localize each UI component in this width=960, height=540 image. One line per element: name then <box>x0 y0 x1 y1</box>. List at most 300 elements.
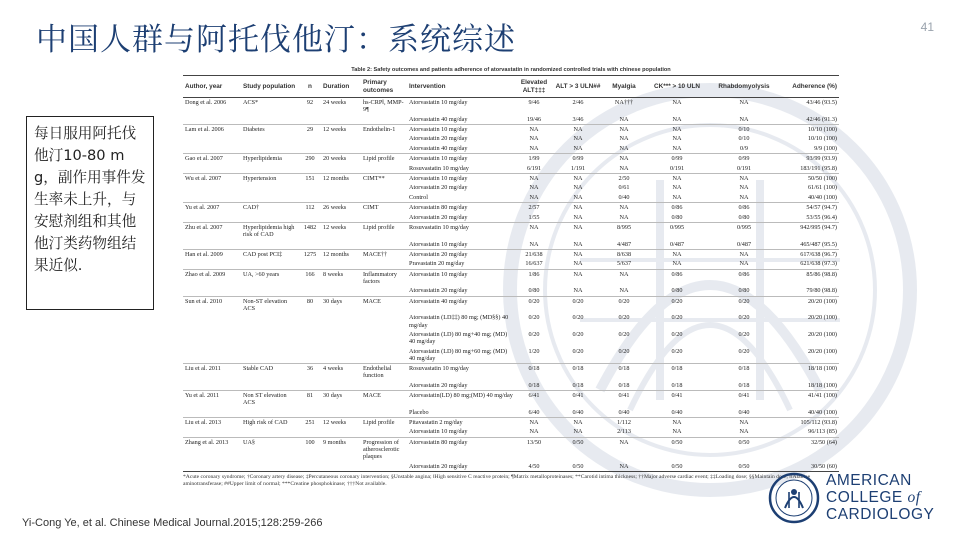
column-header: ALT > 3 ULN## <box>553 76 603 98</box>
cell-alt: NA <box>515 124 553 134</box>
cell-intervention: Rosuvastatin 10 mg/day <box>407 222 515 239</box>
cell-population <box>241 164 299 174</box>
cell-outcomes: Inflammatory factors <box>361 269 407 286</box>
cell-duration <box>321 330 361 347</box>
cell-n <box>299 239 321 249</box>
cell-rhabdo: 0/191 <box>736 164 752 172</box>
cell-duration <box>321 134 361 143</box>
cell-outcomes <box>361 346 407 363</box>
cell-outcomes: MACE†† <box>361 249 407 259</box>
table-row <box>183 408 839 418</box>
cell-alt3: 0/99 <box>553 154 603 164</box>
table-body <box>183 98 839 472</box>
cell-alt: 2/57 <box>515 203 553 213</box>
cell-ck: 0/20 <box>645 296 709 313</box>
cell-ck: NA <box>672 144 682 152</box>
cell-alt3: NA <box>573 428 583 436</box>
cell-duration <box>321 183 361 192</box>
cell-alt: 6/40 <box>528 408 540 416</box>
cell-duration: 8 weeks <box>321 269 361 286</box>
cell-myalgia: 0/20 <box>618 314 630 322</box>
cell-duration <box>321 259 361 269</box>
cell-alt3: NA <box>573 144 583 152</box>
cell-outcomes <box>361 427 407 437</box>
cell-outcomes: MACE <box>361 391 407 408</box>
table-footnote: *Acute coronary syndrome; †Coronary artery disease; ‡Percutaneous coronary intervention; §Unstable angina; ‖High sensitive C reactive protein; ¶Matrix metalloproteinases; **Carotid intima thickness; ††Major adverse cardiac event; ‡‡Loading dose; §§Maintain dose; ‖‖Alanine aminotransferase; ##Upper limit of normal; ***Creatine phosphokinase; †††Not available. <box>183 473 811 487</box>
cell-ck: NA <box>645 417 709 427</box>
cell-rhabdo: 0/86 <box>709 269 779 286</box>
cell-alt3: 0/18 <box>572 381 584 389</box>
cell-population: ACS* <box>243 99 259 107</box>
summary-callout: 每日服用阿托伐他汀10-80 mg，副作用事件发生率未上升，与安慰剂组和其他他汀类药物组结果近似. <box>26 116 154 310</box>
cell-ck: NA <box>645 124 709 134</box>
cell-outcomes <box>361 193 407 203</box>
cell-adherence: 20/20 (100) <box>807 314 837 322</box>
cell-intervention: Atorvastatin 40 mg/day <box>409 144 468 152</box>
cell-alt3: NA <box>553 249 603 259</box>
cell-outcomes: Progression of atherosclerotic plaques <box>361 437 407 461</box>
cell-rhabdo: 0/99 <box>709 154 779 164</box>
cell-n <box>299 134 321 143</box>
cell-alt3: 3/46 <box>572 115 584 123</box>
cell-adherence: 942/995 (94.7) <box>779 222 839 239</box>
cell-n <box>299 213 321 223</box>
cell-rhabdo: NA <box>709 417 779 427</box>
cell-alt3: 0/20 <box>572 330 584 338</box>
cell-adherence: 42/46 (91.3) <box>806 115 837 123</box>
cell-population: Stable CAD <box>241 364 299 381</box>
table-row <box>183 259 839 269</box>
cell-adherence: 10/10 (100) <box>779 124 839 134</box>
cell-intervention: Placebo <box>409 408 429 416</box>
cell-author: Liu et al. 2013 <box>183 417 241 427</box>
cell-alt3: 0/20 <box>553 296 603 313</box>
cell-outcomes <box>361 330 407 347</box>
cell-alt: 6/41 <box>515 391 553 408</box>
cell-adherence: 465/487 (95.5) <box>800 240 837 248</box>
slide-title: 中国人群与阿托伐他汀：系统综述 <box>36 22 516 58</box>
cell-author: Zhao et al. 2009 <box>183 269 241 286</box>
column-header: Adherence (%) <box>779 76 839 98</box>
cell-alt3: NA <box>573 135 583 143</box>
table-row <box>183 364 839 381</box>
cell-rhabdo: 0/80 <box>738 287 750 295</box>
cell-adherence: 18/18 (100) <box>779 364 839 381</box>
table-row <box>183 462 839 472</box>
cell-rhabdo: 0/20 <box>709 296 779 313</box>
cell-rhabdo: NA <box>709 173 779 183</box>
cell-adherence: 621/638 (97.3) <box>800 260 837 268</box>
cell-myalgia: NA <box>619 144 629 152</box>
cell-outcomes: Lipid profile <box>361 222 407 239</box>
cell-author: Yu et al. 2011 <box>183 391 241 408</box>
cell-author <box>183 381 241 391</box>
cell-alt: 9/46 <box>528 99 540 107</box>
cell-alt3: 0/50 <box>553 462 603 472</box>
cell-rhabdo: 0/40 <box>738 408 750 416</box>
cell-ck: 0/20 <box>671 314 683 322</box>
cell-rhabdo: 0/18 <box>738 381 750 389</box>
cell-ck: 0/50 <box>645 462 709 472</box>
cell-duration: 26 weeks <box>321 203 361 213</box>
cell-n <box>299 462 321 472</box>
cell-duration <box>321 408 361 418</box>
cell-population: Non ST elevation ACS <box>241 391 299 408</box>
cell-intervention: Atorvastatin 40 mg/day <box>409 115 468 123</box>
cell-alt: 0/20 <box>528 330 540 338</box>
cell-alt: 19/46 <box>526 115 542 123</box>
column-header: Primary outcomes <box>361 76 407 98</box>
data-table <box>183 75 839 472</box>
cell-population <box>241 313 299 330</box>
cell-intervention: Pitavastatin 2 mg/day <box>407 417 515 427</box>
cell-ck: NA <box>645 249 709 259</box>
cell-duration <box>321 462 361 472</box>
cell-ck: 0/191 <box>669 164 685 172</box>
cell-n <box>299 144 321 154</box>
cell-myalgia: NA <box>603 124 645 134</box>
cell-ck: 0/50 <box>645 437 709 461</box>
cell-adherence: 20/20 (100) <box>807 330 837 338</box>
cell-rhabdo: NA <box>739 184 749 192</box>
cell-alt: NA <box>529 144 539 152</box>
cell-population <box>241 259 299 269</box>
cell-rhabdo: 0/80 <box>738 213 750 221</box>
cell-author <box>183 213 241 223</box>
column-header: Myalgia <box>603 76 645 98</box>
cell-n: 80 <box>299 296 321 313</box>
cell-duration <box>321 193 361 203</box>
cell-author <box>183 144 241 154</box>
cell-ck: NA <box>645 173 709 183</box>
cell-alt: 1/20 <box>528 347 540 355</box>
cell-rhabdo: 0/50 <box>709 437 779 461</box>
cell-outcomes: CIMT** <box>361 173 407 183</box>
cell-population: UA§ <box>241 437 299 461</box>
cell-duration <box>321 381 361 391</box>
column-header: Rhabdomyolysis <box>709 76 779 98</box>
cell-population: Hyperlipidemia high risk of CAD <box>241 222 299 239</box>
cell-intervention: Atorvastatin 10 mg/day <box>409 99 468 107</box>
cell-adherence: 53/55 (96.4) <box>806 213 837 221</box>
cell-intervention: Atorvastatin 20 mg/day <box>409 287 468 295</box>
cell-adherence: 183/191 (95.8) <box>800 164 837 172</box>
cell-myalgia: 2/113 <box>617 428 631 436</box>
cell-population <box>241 462 299 472</box>
cell-myalgia: 0/18 <box>618 381 630 389</box>
cell-author <box>183 462 241 472</box>
cell-population: UA, >60 years <box>241 269 299 286</box>
cell-author <box>183 115 241 125</box>
cell-myalgia: 1/112 <box>603 417 645 427</box>
cell-population <box>241 381 299 391</box>
cell-alt3: NA <box>553 269 603 286</box>
cell-ck: 0/995 <box>645 222 709 239</box>
cell-duration: 9 months <box>321 437 361 461</box>
cell-rhabdo: NA <box>739 260 749 268</box>
cell-alt: 0/80 <box>528 287 540 295</box>
table-row <box>183 249 839 259</box>
cell-myalgia: 0/20 <box>603 296 645 313</box>
page-number: 41 <box>920 20 934 34</box>
cell-intervention: Atorvastatin 20 mg/day <box>407 462 515 472</box>
cell-myalgia: NA††† <box>614 99 634 107</box>
cell-intervention: Atorvastatin 80 mg/day <box>407 437 515 461</box>
cell-population <box>241 144 299 154</box>
cell-myalgia: 2/50 <box>603 173 645 183</box>
cell-duration <box>321 115 361 125</box>
cell-myalgia: NA <box>619 213 629 221</box>
cell-rhabdo: 0/18 <box>709 364 779 381</box>
cell-outcomes: Endothelial function <box>361 364 407 381</box>
cell-duration <box>321 427 361 437</box>
cell-n: 36 <box>299 364 321 381</box>
cell-ck: 0/86 <box>645 269 709 286</box>
cell-intervention: Atorvastatin 20 mg/day <box>409 213 468 221</box>
cell-population <box>241 330 299 347</box>
table-row <box>183 115 839 125</box>
cell-outcomes <box>361 313 407 330</box>
cell-myalgia: NA <box>603 437 645 461</box>
cell-author <box>183 259 241 269</box>
cell-population <box>241 193 299 203</box>
cell-alt3: NA <box>573 184 583 192</box>
cell-alt3: NA <box>553 417 603 427</box>
cell-intervention: Atorvastatin 20 mg/day <box>407 249 515 259</box>
cell-alt3: NA <box>553 173 603 183</box>
cell-ck: 0/40 <box>671 408 683 416</box>
cell-intervention: Atorvastatin 20 mg/day <box>409 135 468 143</box>
cell-n <box>299 183 321 192</box>
table-row <box>183 164 839 174</box>
cell-population: Hyperlipidemia <box>241 154 299 164</box>
cell-ck: NA <box>672 135 682 143</box>
cell-alt: 0/18 <box>515 364 553 381</box>
column-header: Study population <box>241 76 299 98</box>
cell-n: 112 <box>299 203 321 213</box>
cell-ck: 0/80 <box>671 213 683 221</box>
table-row <box>183 437 839 461</box>
column-header: Elevated ALT‡‡‡ <box>515 76 553 98</box>
table-row <box>183 286 839 296</box>
table-row <box>183 269 839 286</box>
cell-author <box>183 193 241 203</box>
cell-rhabdo: 0/20 <box>738 330 750 338</box>
cell-outcomes: hs-CRP‖, MMP-9¶ <box>363 99 404 114</box>
cell-intervention: Control <box>409 193 428 201</box>
cell-adherence: 20/20 (100) <box>807 347 837 355</box>
cell-alt: 0/18 <box>528 381 540 389</box>
cell-author <box>183 286 241 296</box>
cell-author: Yu et al. 2007 <box>183 203 241 213</box>
cell-myalgia: 0/20 <box>618 330 630 338</box>
cell-myalgia: 0/61 <box>618 184 630 192</box>
cell-adherence: 40/40 (100) <box>807 408 837 416</box>
table-caption: Table 2: Safety outcomes and patients adherence of atorvastatin in randomized controlled trials with chinese population <box>351 67 671 73</box>
cell-duration: 12 months <box>321 173 361 183</box>
cell-outcomes <box>361 259 407 269</box>
cell-duration <box>321 164 361 174</box>
table-row <box>183 203 839 213</box>
cell-outcomes <box>361 164 407 174</box>
cell-n: 29 <box>299 124 321 134</box>
cell-n <box>299 346 321 363</box>
cell-outcomes <box>361 408 407 418</box>
cell-alt: 0/20 <box>528 314 540 322</box>
cell-population: Hypertension <box>241 173 299 183</box>
cell-alt3: NA <box>573 193 583 201</box>
cell-myalgia: 0/41 <box>603 391 645 408</box>
cell-adherence: 10/10 (100) <box>807 135 837 143</box>
cell-adherence: 85/86 (98.8) <box>779 269 839 286</box>
cell-duration: 24 weeks <box>323 99 347 107</box>
cell-alt3: 0/20 <box>572 347 584 355</box>
column-header: Duration <box>321 76 361 98</box>
cell-alt: 6/191 <box>526 164 542 172</box>
cell-alt3: NA <box>573 213 583 221</box>
table-header-row <box>183 76 839 98</box>
cell-population <box>241 427 299 437</box>
cell-adherence: 617/638 (96.7) <box>779 249 839 259</box>
cell-alt: 16/637 <box>525 260 543 268</box>
cell-n <box>299 427 321 437</box>
cell-n <box>299 408 321 418</box>
cell-rhabdo: 0/20 <box>738 347 750 355</box>
cell-n <box>299 259 321 269</box>
cell-alt3: 0/20 <box>572 314 584 322</box>
cell-population <box>241 115 299 125</box>
cell-intervention: Atorvastatin 10 mg/day <box>407 173 515 183</box>
cell-n <box>299 286 321 296</box>
cell-alt3: 0/50 <box>553 437 603 461</box>
cell-ck: NA <box>672 99 682 107</box>
cell-duration <box>321 144 361 154</box>
cell-n <box>299 313 321 330</box>
cell-alt: NA <box>529 184 539 192</box>
cell-ck: 0/80 <box>671 287 683 295</box>
cell-outcomes: Lipid profile <box>361 154 407 164</box>
cell-alt: 1/55 <box>528 213 540 221</box>
table-row <box>183 346 839 363</box>
cell-duration: 12 weeks <box>321 222 361 239</box>
acc-logo <box>768 470 948 526</box>
cell-adherence: 61/61 (100) <box>807 184 837 192</box>
cell-intervention: Pravastatin 20 mg/day <box>409 260 465 268</box>
cell-intervention: Atorvastatin 10 mg/day <box>409 240 468 248</box>
cell-alt3: NA <box>573 260 583 268</box>
cell-outcomes <box>361 115 407 125</box>
cell-ck: NA <box>672 184 682 192</box>
cell-ck: NA <box>672 260 682 268</box>
table-row <box>183 144 839 154</box>
cell-myalgia: 0/40 <box>618 193 630 201</box>
cell-alt: 21/638 <box>515 249 553 259</box>
cell-alt: 4/50 <box>515 462 553 472</box>
cell-alt3: 0/18 <box>553 364 603 381</box>
cell-duration: 30 days <box>321 391 361 408</box>
cell-duration: 20 weeks <box>321 154 361 164</box>
cell-myalgia: 0/18 <box>603 364 645 381</box>
cell-myalgia: 5/637 <box>616 260 632 268</box>
table-row <box>183 427 839 437</box>
cell-outcomes <box>361 134 407 143</box>
column-header: CK*** > 10 ULN <box>645 76 709 98</box>
cell-author: Sun et al. 2010 <box>183 296 241 313</box>
cell-myalgia: NA <box>619 287 629 295</box>
cell-ck: 0/41 <box>645 391 709 408</box>
cell-population: High risk of CAD <box>241 417 299 427</box>
cell-adherence: 20/20 (100) <box>779 296 839 313</box>
cell-ck: 0/86 <box>645 203 709 213</box>
cell-intervention: Atorvastatin 20 mg/day <box>409 381 468 389</box>
cell-population <box>241 134 299 143</box>
table-row <box>183 222 839 239</box>
cell-alt3: NA <box>553 124 603 134</box>
cell-n <box>299 193 321 203</box>
cell-population: Non-ST elevation ACS <box>241 296 299 313</box>
cell-ck: NA <box>672 193 682 201</box>
safety-table <box>183 66 839 487</box>
cell-population <box>241 183 299 192</box>
cell-alt: 1/86 <box>515 269 553 286</box>
cell-n <box>299 330 321 347</box>
cell-author <box>183 313 241 330</box>
cell-alt3: 0/41 <box>553 391 603 408</box>
cell-author: Dong et al. 2006 <box>185 99 227 107</box>
cell-rhabdo: NA <box>739 428 749 436</box>
column-header: Author, year <box>183 76 241 98</box>
table-row <box>183 98 839 115</box>
logo-line-cardiology: CARDIOLOGY <box>826 506 935 523</box>
cell-author <box>183 239 241 249</box>
cell-author: Zhang et al. 2013 <box>183 437 241 461</box>
cell-n: 166 <box>299 269 321 286</box>
table-row <box>183 213 839 223</box>
cell-ck: 0/18 <box>671 381 683 389</box>
logo-line-american: AMERICAN <box>826 472 912 489</box>
cell-ck: 0/18 <box>645 364 709 381</box>
cell-author: Gao et al. 2007 <box>183 154 241 164</box>
cell-myalgia: 4/487 <box>616 240 632 248</box>
cell-alt: NA <box>515 173 553 183</box>
cell-intervention: Atorvastatin 10 mg/day <box>407 124 515 134</box>
cell-intervention: Atorvastatin 20 mg/day <box>409 184 468 192</box>
cell-intervention: Atorvastatin(LD) 80 mg;(MD) 40 mg/day <box>407 391 515 408</box>
cell-adherence: 96/113 (85) <box>808 428 837 436</box>
cell-intervention: Atorvastatin (LD) 80 mg+60 mg; (MD) 40 mg/day <box>409 347 508 362</box>
table-row <box>183 134 839 143</box>
cell-alt: NA <box>529 135 539 143</box>
cell-rhabdo: NA <box>739 115 749 123</box>
cell-adherence: 43/46 (93.5) <box>806 99 837 107</box>
cell-n: 290 <box>299 154 321 164</box>
cell-n <box>299 164 321 174</box>
cell-intervention: Atorvastatin 10 mg/day <box>409 428 468 436</box>
cell-author <box>183 408 241 418</box>
cell-myalgia: NA <box>619 135 629 143</box>
cell-author <box>183 346 241 363</box>
cell-author <box>183 427 241 437</box>
cell-alt: NA <box>515 222 553 239</box>
cell-outcomes <box>361 183 407 192</box>
cell-adherence: 105/112 (93.8) <box>779 417 839 427</box>
cell-population <box>241 213 299 223</box>
table-row <box>183 381 839 391</box>
cell-author: Lam et al. 2006 <box>183 124 241 134</box>
cell-ck: 0/20 <box>671 347 683 355</box>
logo-of-word: of <box>907 489 921 506</box>
cell-ck: NA <box>672 115 682 123</box>
